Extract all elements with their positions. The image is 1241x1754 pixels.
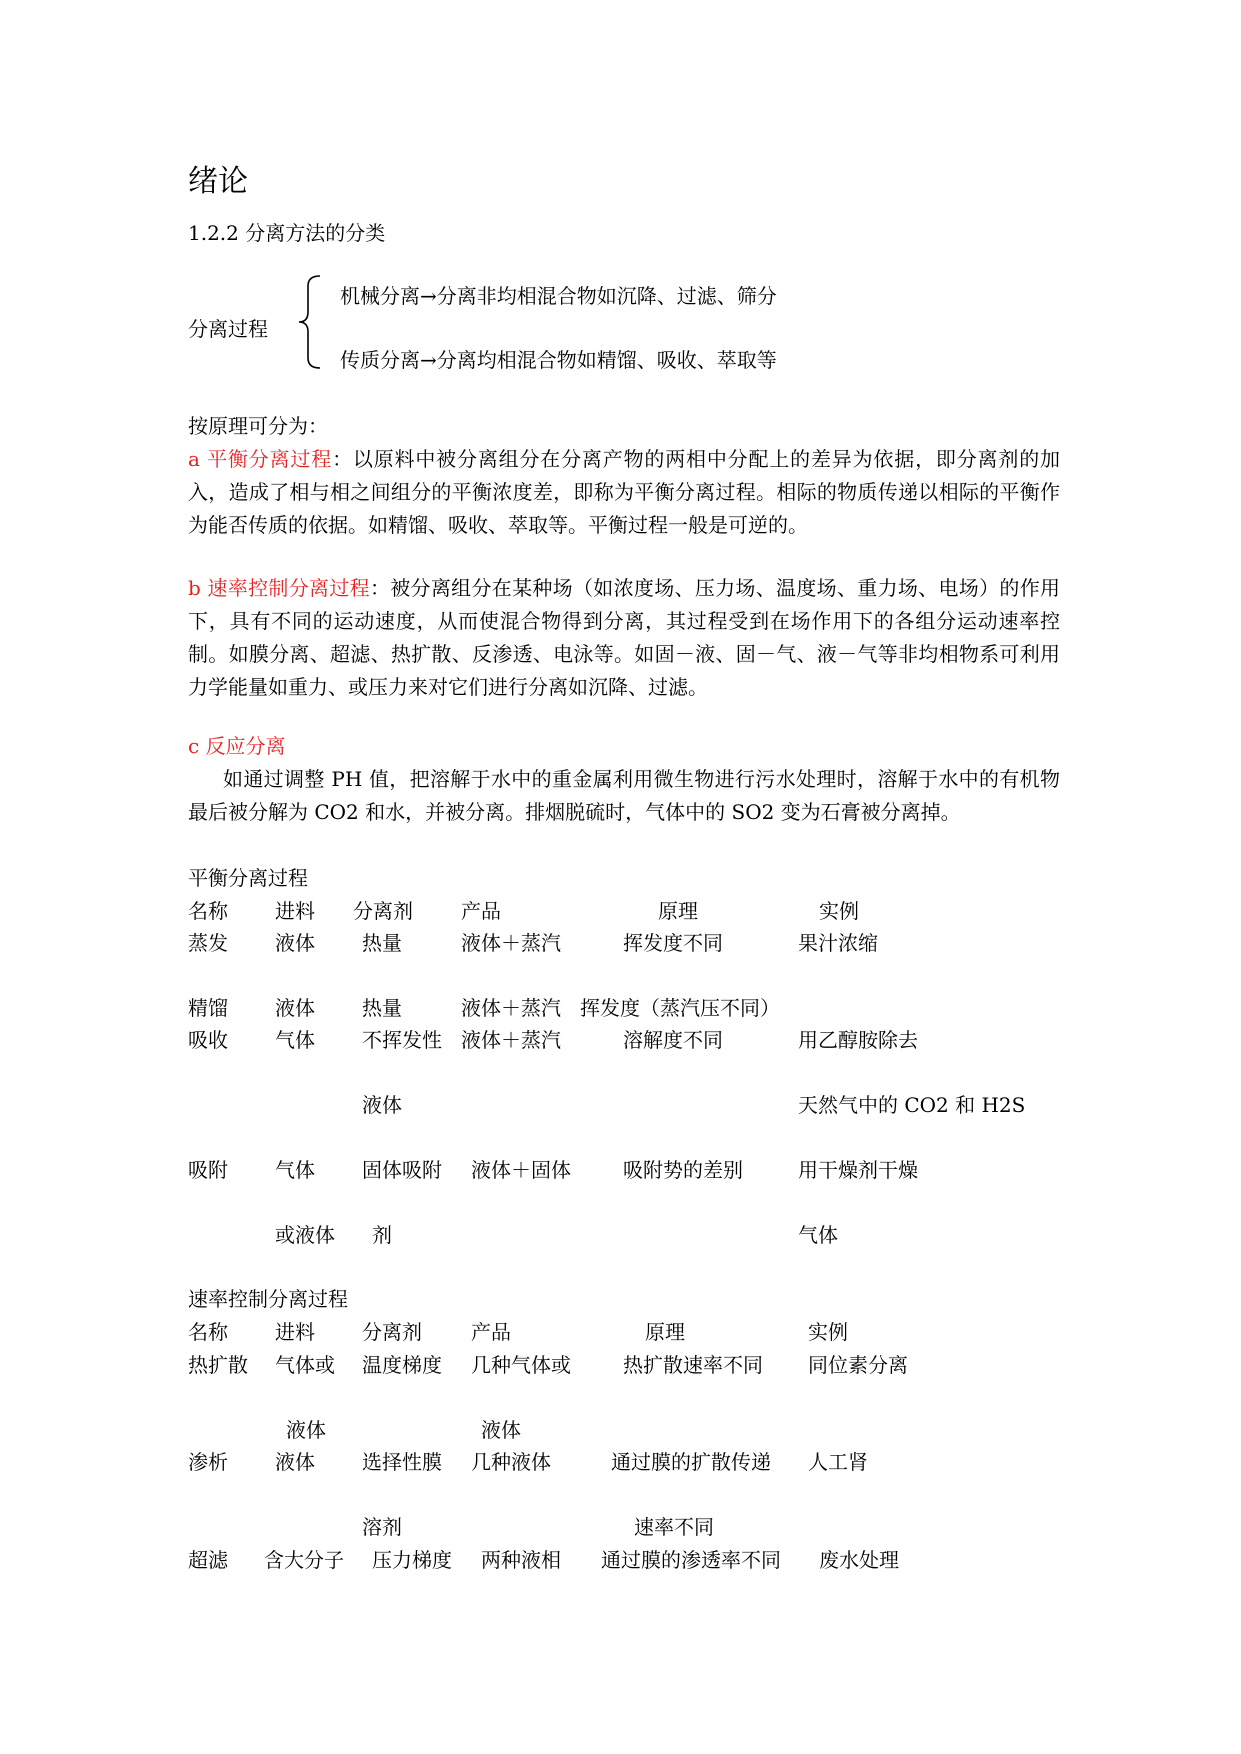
table-cell: 气体或 <box>275 1353 335 1377</box>
item-text: ：被分离组分在某种场（如浓度场、压力场、温度场、重力场、电场）的作用下，具有不同的运动速度，从而使混合物得到分离，其过程受到在场作用下的各组分运动速率控制。如膜分离、超滤、热扩散、反渗透、电泳等。如固－液、固－气、液－气等非均相物系可利用力学能量如重力、或压力来对它们进行分离如沉降、过滤。 <box>188 576 1061 699</box>
table-cell: 废水处理 <box>819 1548 899 1572</box>
table-cell: 或液体 <box>275 1223 335 1247</box>
item-term: 速率控制分离过程 <box>207 576 370 600</box>
table-header: 产品 <box>471 1320 511 1344</box>
table-cell: 温度梯度 <box>362 1353 442 1377</box>
table-header: 进料 <box>275 899 315 923</box>
table-cell: 气体 <box>798 1223 838 1247</box>
table-cell: 吸附势的差别 <box>623 1158 743 1182</box>
section-heading: 1.2.2 分离方法的分类 <box>188 221 386 245</box>
table-header: 实例 <box>819 899 859 923</box>
table-cell: 热量 <box>362 931 402 955</box>
table-cell: 气体 <box>275 1158 315 1182</box>
item-reaction-text: 如通过调整 PH 值，把溶解于水中的重金属利用微生物进行污水处理时，溶解于水中的有机物最后被分解为 CO2 和水，并被分离。排烟脱硫时，气体中的 SO2 变为石膏被分离掉。 <box>188 767 1060 824</box>
table-header: 分离剂 <box>353 899 413 923</box>
item-equilibrium <box>188 443 1060 542</box>
table-cell: 液体＋蒸汽 <box>461 996 561 1020</box>
table-header: 产品 <box>461 899 501 923</box>
item-rate-controlled <box>188 572 1060 704</box>
table-cell: 液体 <box>362 1093 402 1117</box>
table-cell: 液体 <box>286 1418 326 1442</box>
rate-table-title: 速率控制分离过程 <box>188 1287 348 1311</box>
branch-mass-transfer: 传质分离→分离均相混合物如精馏、吸收、萃取等 <box>340 348 777 372</box>
table-cell: 含大分子 <box>264 1548 344 1572</box>
table-cell: 液体 <box>275 1450 315 1474</box>
table-cell: 同位素分离 <box>808 1353 908 1377</box>
table-cell: 几种气体或 <box>471 1353 571 1377</box>
table-cell: 人工肾 <box>808 1450 868 1474</box>
table-cell: 果汁浓缩 <box>798 931 878 955</box>
table-cell: 液体＋固体 <box>471 1158 571 1182</box>
classification-label: 分离过程 <box>188 317 268 341</box>
table-header: 名称 <box>188 1320 228 1344</box>
table-header: 实例 <box>808 1320 848 1344</box>
table-cell: 热量 <box>362 996 402 1020</box>
table-cell: 几种液体 <box>471 1450 551 1474</box>
item-marker: b <box>188 576 201 600</box>
table-cell: 液体＋蒸汽 <box>461 931 561 955</box>
table-cell: 渗析 <box>188 1450 228 1474</box>
table-header: 分离剂 <box>362 1320 422 1344</box>
table-cell: 用乙醇胺除去 <box>798 1028 918 1052</box>
table-cell: 用干燥剂干燥 <box>798 1158 918 1182</box>
curly-brace-icon <box>296 274 326 370</box>
table-cell: 天然气中的 CO2 和 H2S <box>798 1093 1026 1117</box>
table-cell: 吸附 <box>188 1158 228 1182</box>
table-cell: 溶解度不同 <box>623 1028 723 1052</box>
item-marker: c <box>188 734 200 758</box>
table-cell: 固体吸附 <box>362 1158 442 1182</box>
table-cell: 蒸发 <box>188 931 228 955</box>
table-cell: 热扩散 <box>188 1353 248 1377</box>
item-marker: a <box>188 447 200 471</box>
item-text: ：以原料中被分离组分在分离产物的两相中分配上的差异为依据，即分离剂的加入，造成了相与相之间组分的平衡浓度差，即称为平衡分离过程。相际的物质传递以相际的平衡作为能否传质的依据。如精馏、吸收、萃取等。平衡过程一般是可逆的。 <box>188 447 1061 537</box>
equilibrium-table-title: 平衡分离过程 <box>188 866 308 890</box>
item-term: 平衡分离过程 <box>207 447 333 471</box>
principle-intro: 按原理可分为： <box>188 414 328 438</box>
item-reaction-heading <box>188 734 286 758</box>
table-cell: 精馏 <box>188 996 228 1020</box>
table-header: 进料 <box>275 1320 315 1344</box>
table-cell: 挥发度（蒸汽压不同） <box>580 996 780 1020</box>
table-cell: 通过膜的渗透率不同 <box>601 1548 781 1572</box>
table-cell: 挥发度不同 <box>623 931 723 955</box>
table-cell: 压力梯度 <box>372 1548 452 1572</box>
table-cell: 液体 <box>481 1418 521 1442</box>
item-term: 反应分离 <box>205 734 286 758</box>
table-cell: 液体 <box>275 996 315 1020</box>
table-cell: 剂 <box>372 1223 392 1247</box>
table-cell: 液体＋蒸汽 <box>461 1028 561 1052</box>
table-cell: 通过膜的扩散传递 <box>611 1450 771 1474</box>
table-cell: 速率不同 <box>634 1515 714 1539</box>
table-cell: 溶剂 <box>362 1515 402 1539</box>
table-cell: 超滤 <box>188 1548 228 1572</box>
chapter-title: 绪论 <box>188 164 248 199</box>
table-cell: 吸收 <box>188 1028 228 1052</box>
table-header: 原理 <box>658 899 698 923</box>
table-cell: 不挥发性 <box>362 1028 442 1052</box>
table-cell: 气体 <box>275 1028 315 1052</box>
table-cell: 液体 <box>275 931 315 955</box>
branch-mechanical: 机械分离→分离非均相混合物如沉降、过滤、筛分 <box>340 284 777 308</box>
table-header: 原理 <box>645 1320 685 1344</box>
table-cell: 两种液相 <box>481 1548 561 1572</box>
table-cell: 选择性膜 <box>362 1450 442 1474</box>
table-cell: 热扩散速率不同 <box>623 1353 763 1377</box>
table-header: 名称 <box>188 899 228 923</box>
